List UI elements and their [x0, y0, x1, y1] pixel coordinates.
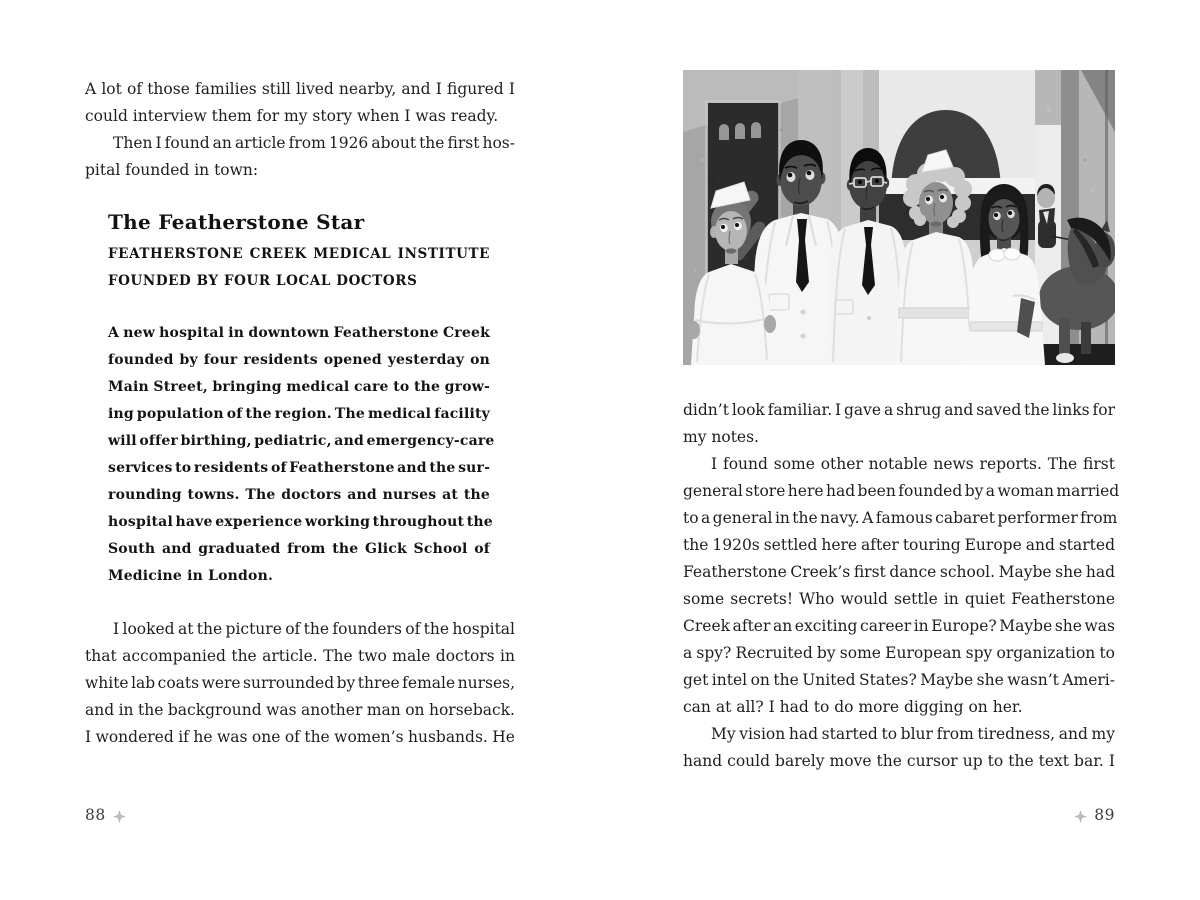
right-page-paragraph-3: My vision had started to blur from tiredness, and my hand could barely move the cursor up to the text bar. I: [683, 725, 1115, 770]
right-page-footer: [683, 806, 1115, 824]
right-page-number: 89: [1094, 806, 1115, 824]
left-page-paragraph-2: Then I found an article from 1926 about the first hos- pital founded in town:: [85, 134, 515, 179]
sparkle-star-icon: [1074, 809, 1087, 822]
left-page-paragraph-1: A lot of those families still lived nearby, and I figured I could interview them for my story when I was ready.: [85, 80, 515, 125]
sparkle-star-icon: [113, 809, 126, 822]
right-page-paragraph-1: didn’t look familiar. I gave a shrug and saved the links for my notes.: [683, 401, 1115, 446]
right-page-paragraph-2: I found some other notable news reports. The first general store here had been founded by a woman married to a general in the navy. A famous cabaret performer from the 1920s settled here after touring Europe and started Featherstone Creek’s first dance school. Maybe she had some secrets! Who would settle in quiet Featherstone Creek after an exciting career in Europe? Maybe she was a spy? Recruited by some European spy organization to get intel on the United States? Maybe she wasn’t Ameri- can at all? I had to do more digging on her.: [683, 455, 1120, 716]
nurse-2: [895, 150, 979, 365]
hospital-founders-illustration: [683, 70, 1115, 365]
article-body: A new hospital in downtown Featherstone Creek founded by four residents opened yesterday on Main Street, bringing medical care to the grow- ing population of the region. The medical facility will offer birthing, pediatric, and emergency-care services to residents of Featherstone and the sur- rounding towns. The doctors and nurses at the hospital have experience working throughout the South and graduated from the Glick School of Medicine in London.: [108, 325, 495, 584]
left-page-number: 88: [85, 806, 106, 824]
left-page-paragraph-3: I looked at the picture of the founders of the hospital that accompanied the article. The two male doctors in white lab coats were surrounded by three female nurses, and in the background was another man on horseback. I wondered if he was one of the women’s husbands. He: [85, 620, 515, 746]
article-headline: The Featherstone Star: [108, 210, 365, 234]
left-page-footer: [85, 806, 205, 824]
article-subhead: FEATHERSTONE CREEK MEDICAL INSTITUTE FOUNDED BY FOUR LOCAL DOCTORS: [108, 246, 490, 289]
